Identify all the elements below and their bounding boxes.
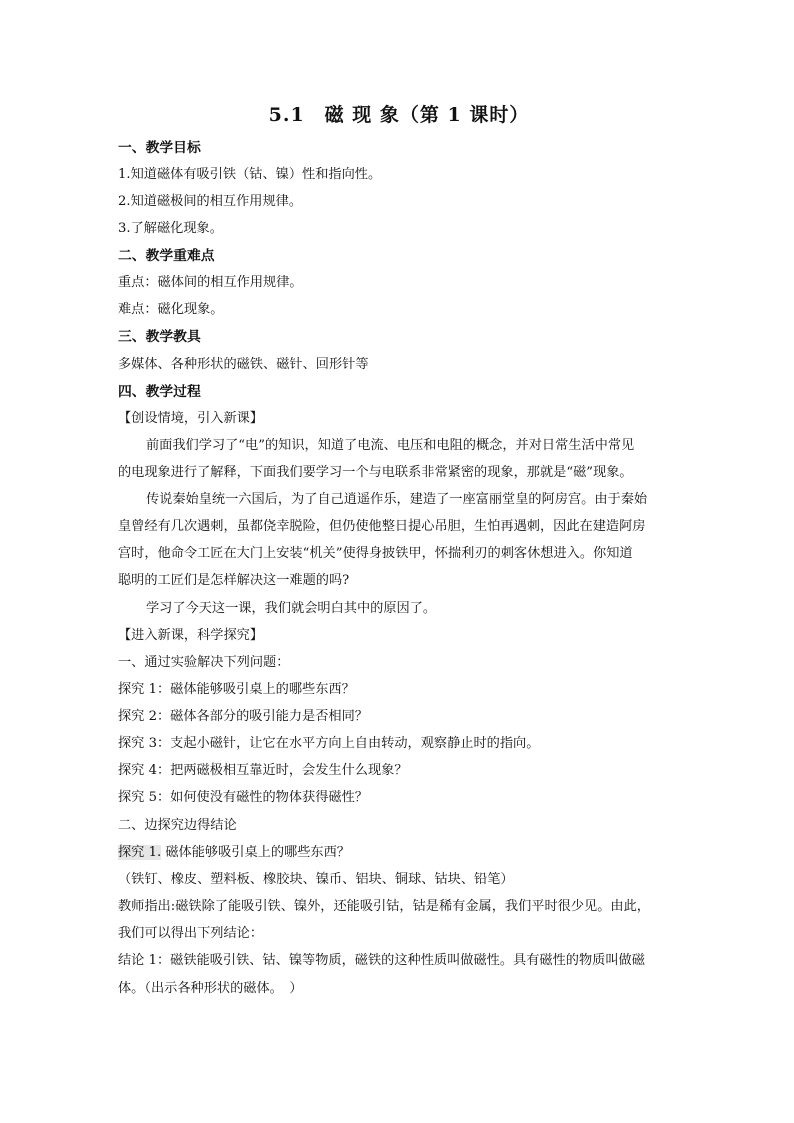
intro-p1-line-2: 的电现象进行了解释，下面我们要学习一个与电联系非常紧密的现象，那就是“磁”现象。 (118, 465, 633, 480)
items-list: （铁钉、橡皮、塑料板、橡胶块、镍币、铝块、铜球、钴块、铅笔） (118, 872, 514, 887)
intro-p2-line-4: 聪明的工匠们是怎样解决这一难题的吗? (118, 573, 350, 588)
explore-1-line (118, 845, 350, 861)
tools-heading: 三、教学教具 (118, 329, 201, 345)
explore-question-3: 探究 3：支起小磁针，让它在水平方向上自由转动，观察静止时的指向。 (118, 736, 540, 751)
goal-2: 2.知道磁极间的相互作用规律。 (118, 194, 303, 209)
explore-1-text: 磁体能够吸引桌上的哪些东西？ (161, 845, 350, 860)
teacher-note-line-1: 教师指出:磁铁除了能吸引铁、镍外，还能吸引钴，钴是稀有金属，我们平时很少见。由此， (118, 899, 650, 914)
intro-p1-line-1: 前面我们学习了“电”的知识，知道了电流、电压和电阻的概念，并对日常生活中常见 (146, 438, 635, 453)
explore-question-1: 探究 1：磁体能够吸引桌上的哪些东西？ (118, 682, 355, 697)
intro-p2-line-2: 皇曾经有几次遇刺，虽都侥幸脱险，但仍使他整日提心吊胆，生怕再遇刺，因此在建造阿房 (118, 519, 646, 534)
explore-sub-2: 二、边探究边得结论 (118, 818, 237, 833)
teacher-note-line-2: 我们可以得出下列结论： (118, 926, 264, 941)
explore-1-label: 探究 1. (118, 845, 162, 860)
tools-list: 多媒体、各种形状的磁铁、磁针、回形针等 (118, 357, 369, 372)
keypoints-heading: 二、教学重难点 (118, 248, 215, 264)
intro-p3: 学习了今天这一课，我们就会明白其中的原因了。 (146, 601, 437, 616)
explore-question-2: 探究 2：磁体各部分的吸引能力是否相同？ (118, 709, 368, 724)
page-title: 5.1 磁 现 象（第 1 课时） (268, 104, 530, 126)
conclusion-line-2: 体。（出示各种形状的磁体。 ） (118, 981, 303, 996)
goal-1: 1.知道磁体有吸引铁（钴、镍）性和指向性。 (118, 167, 382, 182)
goal-3: 3.了解磁化现象。 (118, 221, 223, 236)
difficult-point: 难点：磁化现象。 (118, 302, 224, 317)
process-heading: 四、教学过程 (118, 384, 201, 400)
goals-heading: 一、教学目标 (118, 140, 201, 156)
conclusion-line-1: 结论 1：磁铁能吸引铁、钴、镍等物质，磁铁的这种性质叫做磁性。具有磁性的物质叫做磁 (118, 953, 645, 968)
intro-p2-line-1: 传说秦始皇统一六国后，为了自己逍遥作乐，建造了一座富丽堂皇的阿房宫。由于秦始 (146, 492, 648, 507)
explore-question-5: 探究 5：如何使没有磁性的物体获得磁性？ (118, 790, 368, 805)
explore-sub-1: 一、通过实验解决下列问题： (118, 655, 290, 670)
key-point: 重点：磁体间的相互作用规律。 (118, 275, 303, 290)
intro-heading: 【创设情境，引入新课】 (118, 411, 264, 426)
explore-question-4: 探究 4：把两磁极相互靠近时，会发生什么现象？ (118, 763, 408, 778)
explore-heading: 【进入新课，科学探究】 (118, 628, 264, 643)
intro-p2-line-3: 宫时，他命令工匠在大门上安装“机关”使得身披铁甲，怀揣利刃的刺客休想进入。你知道 (118, 546, 633, 561)
